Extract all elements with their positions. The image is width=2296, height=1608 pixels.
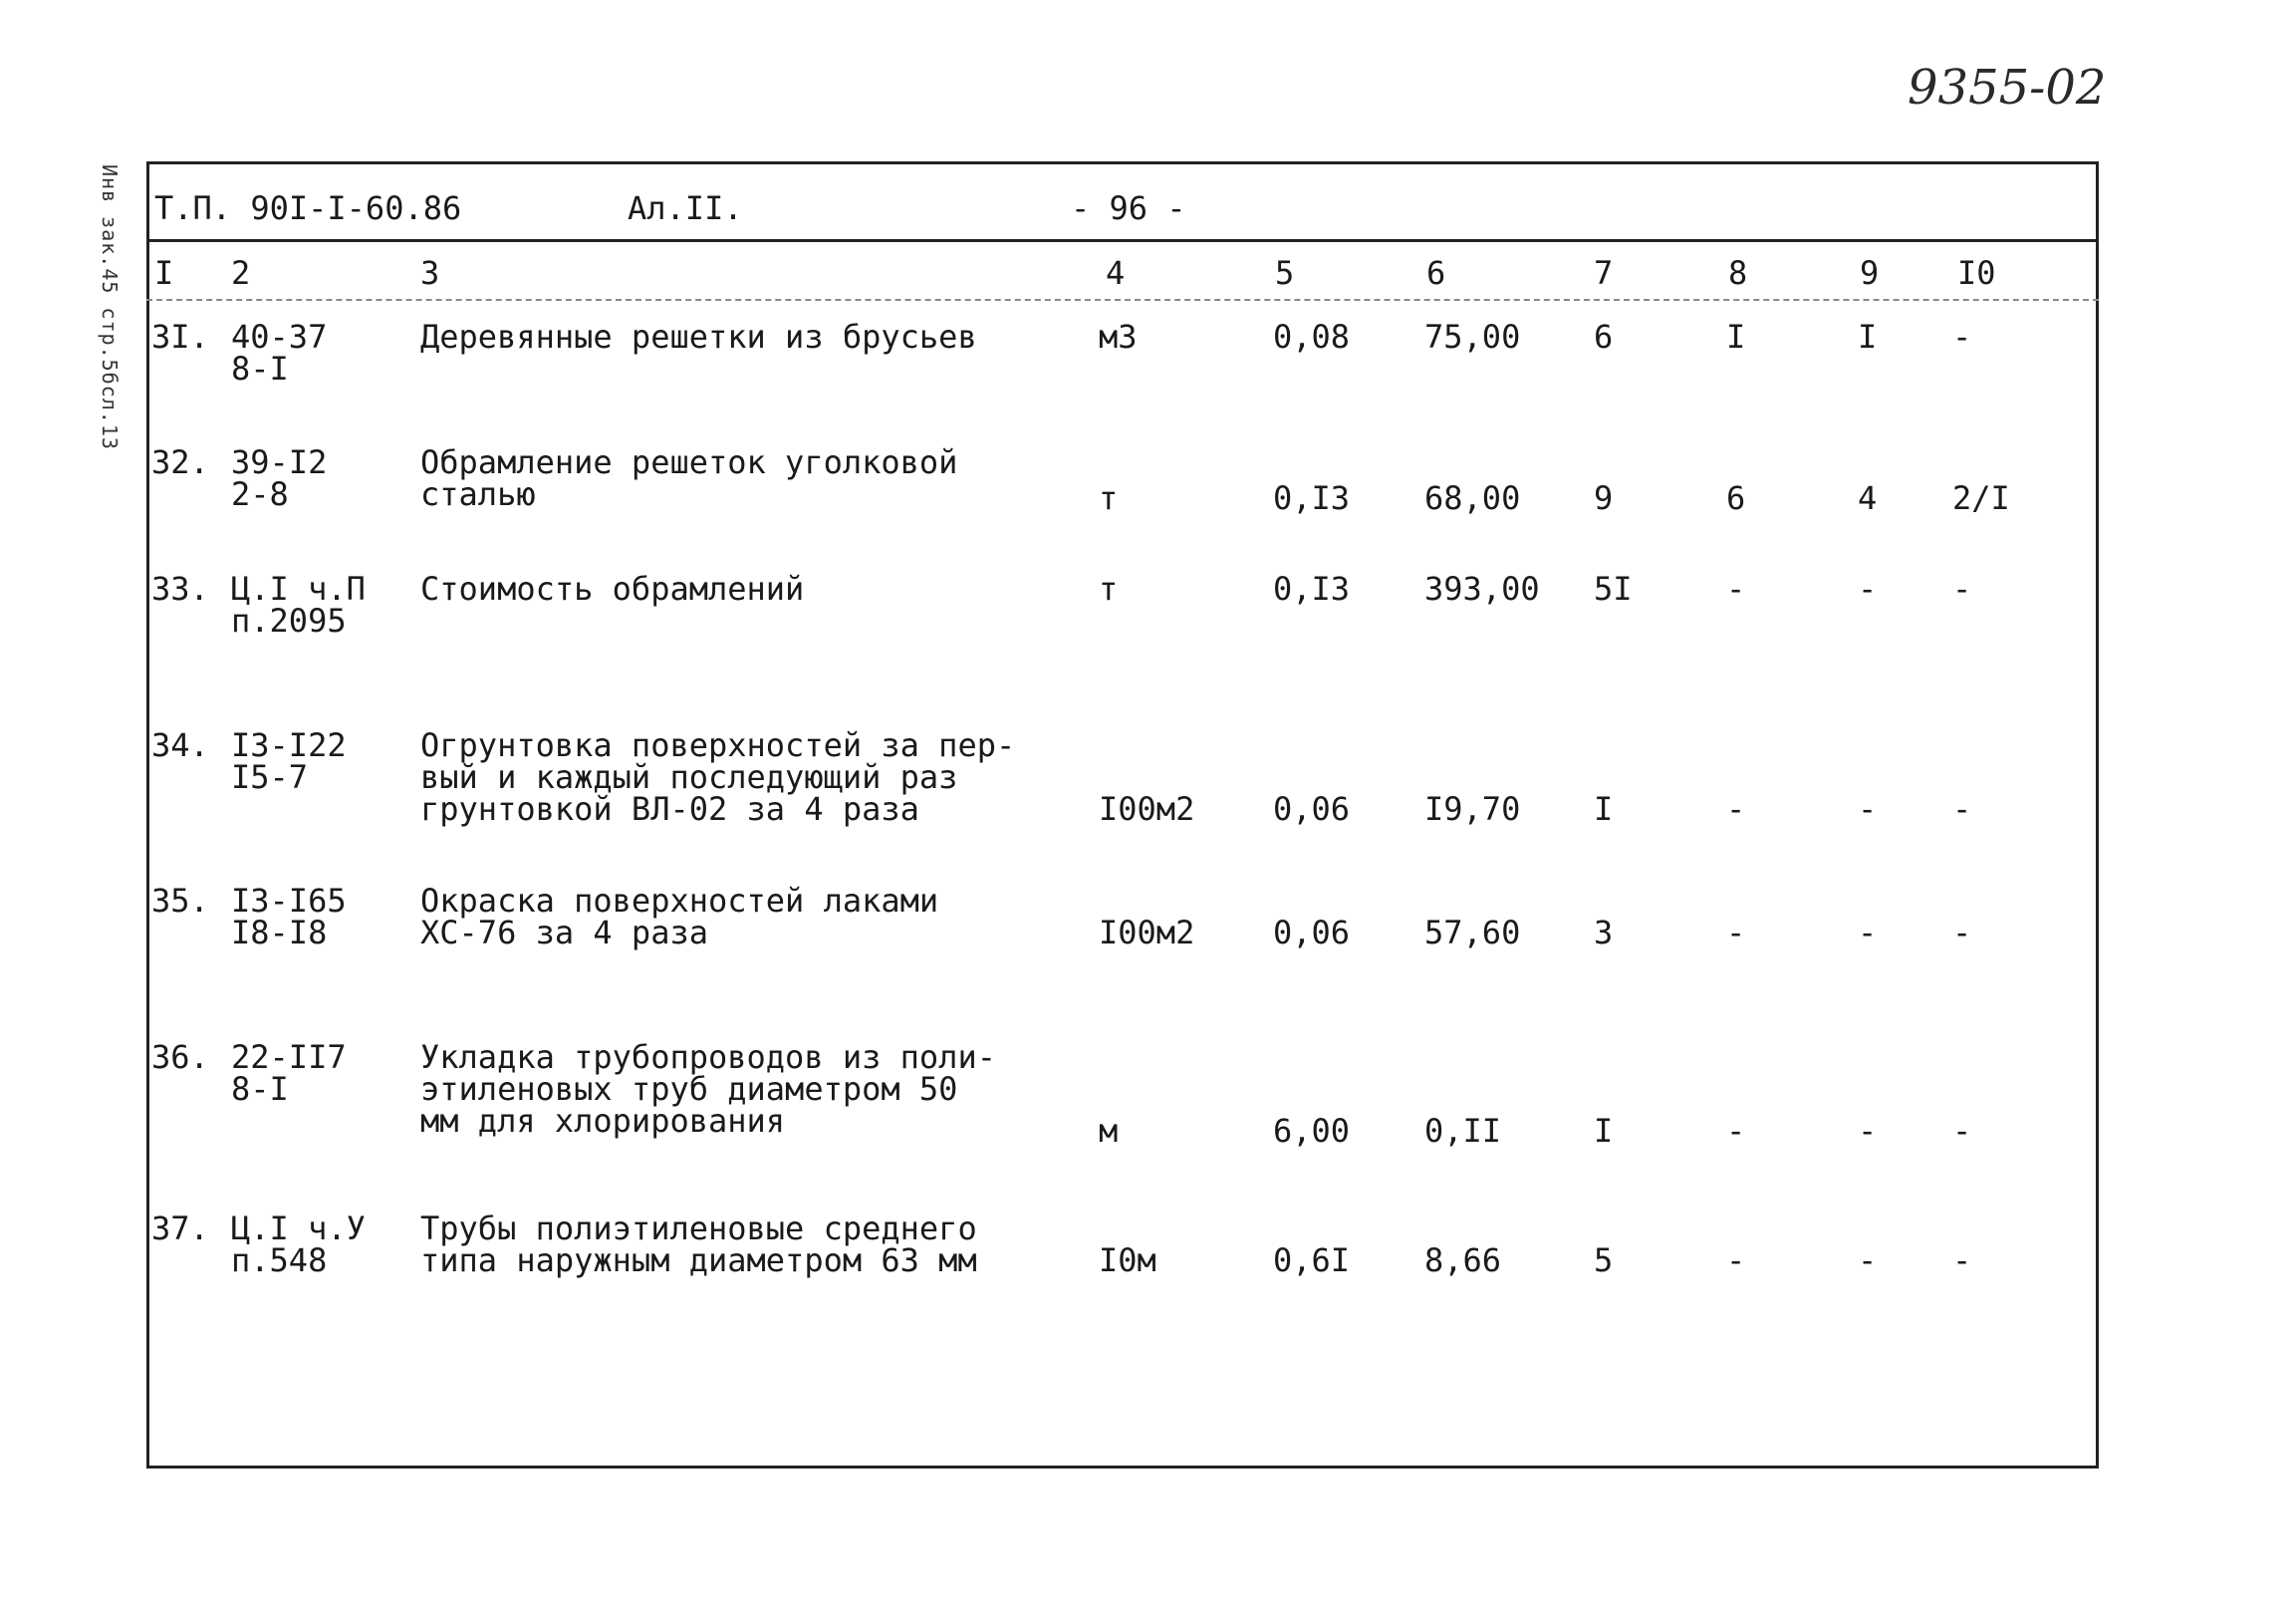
row-number: 34. [151, 726, 209, 764]
unit-cost: 68,00 [1424, 479, 1521, 517]
column-8-value: - [1726, 1112, 1746, 1150]
column-header-2: 2 [231, 254, 251, 292]
column-9-value: - [1858, 570, 1878, 608]
unit-cost: 0,II [1424, 1112, 1502, 1150]
unit: т [1099, 479, 1119, 517]
work-name: Деревянные решетки из брусьев [420, 318, 977, 356]
norm-code: I3-I65 I8-I8 [231, 882, 347, 951]
header-divider [146, 239, 2099, 242]
row-number: 37. [151, 1209, 209, 1247]
column-10-value: - [1952, 1112, 1972, 1150]
column-7-value: 9 [1594, 479, 1614, 517]
norm-code: Ц.I ч.П п.2095 [231, 570, 366, 640]
quantity: 0,I3 [1273, 479, 1351, 517]
row-number: 3I. [151, 318, 209, 356]
work-name: Обрамление решеток уголковой сталью [420, 443, 958, 513]
page-number: - 96 - [1071, 189, 1186, 227]
norm-code: I3-I22 I5-7 [231, 726, 347, 796]
unit: м3 [1099, 318, 1138, 356]
unit-cost: 393,00 [1424, 570, 1540, 608]
quantity: 6,00 [1273, 1112, 1351, 1150]
unit: I0м [1099, 1241, 1156, 1279]
unit-cost: 75,00 [1424, 318, 1521, 356]
work-name: Окраска поверхностей лаками ХС-76 за 4 раза [420, 882, 939, 951]
unit-cost: 8,66 [1424, 1241, 1502, 1279]
work-name: Стоимость обрамлений [420, 570, 805, 608]
quantity: 0,06 [1273, 914, 1351, 951]
quantity: 0,06 [1273, 790, 1351, 828]
unit: I00м2 [1099, 914, 1195, 951]
column-8-value: - [1726, 570, 1746, 608]
column-10-value: 2/I [1952, 479, 2010, 517]
column-8-value: - [1726, 1241, 1746, 1279]
column-9-value: 4 [1858, 479, 1878, 517]
work-name: Укладка трубопроводов из поли- этиленовых труб диаметром 50 мм для хлорирования [420, 1038, 996, 1140]
column-7-value: I [1594, 1112, 1614, 1150]
work-name: Трубы полиэтиленовые среднего типа наружным диаметром 63 мм [420, 1209, 977, 1279]
column-header-5: 5 [1275, 254, 1295, 292]
column-9-value: - [1858, 1241, 1878, 1279]
column-10-value: - [1952, 570, 1972, 608]
column-header-7: 7 [1594, 254, 1614, 292]
archive-stamp-text: Инв зак.45 стр.5бсл.13 [98, 164, 122, 450]
column-header-3: 3 [420, 254, 440, 292]
norm-code: 40-37 8-I [231, 318, 328, 388]
column-9-value: - [1858, 1112, 1878, 1150]
quantity: 0,I3 [1273, 570, 1351, 608]
column-8-value: I [1726, 318, 1746, 356]
unit-cost: 57,60 [1424, 914, 1521, 951]
column-8-value: - [1726, 914, 1746, 951]
column-header-divider [146, 299, 2099, 301]
column-9-value: I [1858, 318, 1878, 356]
column-header-8: 8 [1728, 254, 1748, 292]
norm-code: Ц.I ч.У п.548 [231, 1209, 366, 1279]
column-10-value: - [1952, 914, 1972, 951]
project-code: Т.П. 90I-I-60.86 [154, 189, 462, 227]
archive-stamp [94, 164, 133, 523]
row-number: 32. [151, 443, 209, 481]
column-8-value: - [1726, 790, 1746, 828]
quantity: 0,6I [1273, 1241, 1351, 1279]
row-number: 33. [151, 570, 209, 608]
column-header-1: I [154, 254, 174, 292]
album-label: Ал.II. [628, 189, 743, 227]
column-7-value: I [1594, 790, 1614, 828]
column-header-10: I0 [1957, 254, 1996, 292]
row-number: 36. [151, 1038, 209, 1076]
quantity: 0,08 [1273, 318, 1351, 356]
unit: I00м2 [1099, 790, 1195, 828]
column-8-value: 6 [1726, 479, 1746, 517]
column-7-value: 5I [1594, 570, 1633, 608]
column-7-value: 6 [1594, 318, 1614, 356]
column-9-value: - [1858, 790, 1878, 828]
norm-code: 39-I2 2-8 [231, 443, 328, 513]
column-10-value: - [1952, 790, 1972, 828]
column-header-6: 6 [1426, 254, 1446, 292]
row-number: 35. [151, 882, 209, 920]
unit: т [1099, 570, 1119, 608]
column-header-4: 4 [1106, 254, 1126, 292]
column-7-value: 5 [1594, 1241, 1614, 1279]
column-10-value: - [1952, 318, 1972, 356]
norm-code: 22-II7 8-I [231, 1038, 347, 1108]
column-7-value: 3 [1594, 914, 1614, 951]
column-10-value: - [1952, 1241, 1972, 1279]
column-9-value: - [1858, 914, 1878, 951]
work-name: Огрунтовка поверхностей за пер- вый и каждый последующий раз грунтовкой ВЛ-02 за 4 раза [420, 726, 1016, 828]
column-header-9: 9 [1860, 254, 1880, 292]
document-number: 9355-02 [1908, 60, 2107, 116]
unit: м [1099, 1112, 1119, 1150]
unit-cost: I9,70 [1424, 790, 1521, 828]
